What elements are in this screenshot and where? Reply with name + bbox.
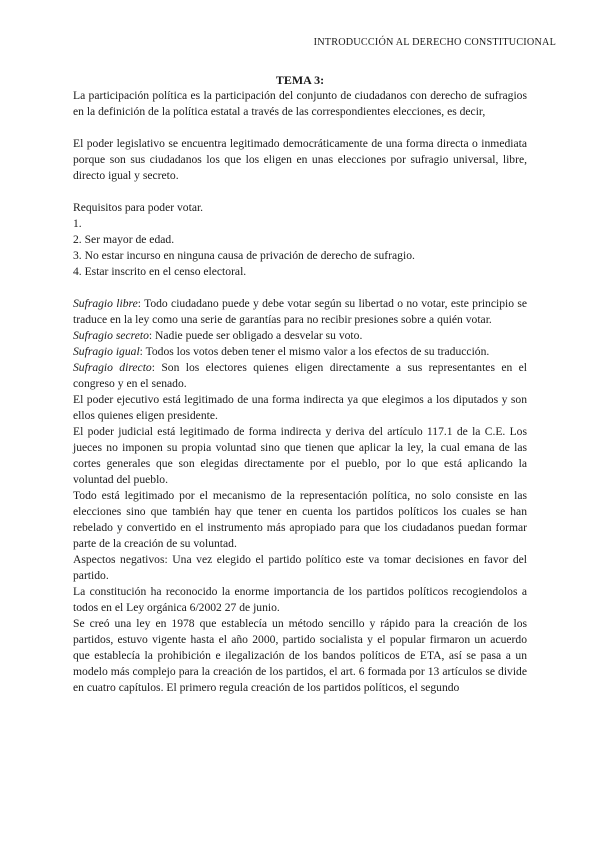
suffrage-term: Sufragio libre	[73, 297, 138, 310]
executive-paragraph: El poder ejecutivo está legitimado de una forma indirecta ya que elegimos a los diputados y son ellos quienes eligen presidente.	[73, 393, 527, 422]
legislative-paragraph: El poder legislativo se encuentra legitimado democráticamente de una forma directa o inmediata porque son sus ciudadanos los que los eligen en unas elecciones por sufragio universal, libre, directo igual y secreto.	[73, 137, 527, 182]
suffrage-secret	[73, 328, 527, 344]
requirement-item: 4. Estar inscrito en el censo electoral.	[73, 265, 247, 278]
intro-paragraph: La participación política es la participación del conjunto de ciudadanos con derecho de sufragios en la definición de la política estatal a través de las correspondientes elecciones, es decir,	[73, 89, 527, 118]
suffrage-definition: : Todos los votos deben tener el mismo valor a los efectos de su traducción.	[139, 345, 490, 358]
negative-aspects-paragraph: Aspectos negativos: Una vez elegido el partido político este va tomar decisiones en favor del partido.	[73, 553, 527, 582]
section-title: TEMA 3:	[275, 73, 325, 87]
requirement-item: 1.	[73, 217, 82, 230]
suffrage-term: Sufragio directo	[73, 361, 152, 374]
suffrage-free	[73, 296, 527, 328]
representation-paragraph: Todo está legitimado por el mecanismo de la representación política, no solo consiste en las elecciones sino que también hay que tener en cuenta los partidos políticos los cuales se han rebelado y convertido en el instrumento más apropiado para que los ciudadanos puedan formar parte de la creación de su voluntad.	[73, 489, 527, 550]
suffrage-direct	[73, 360, 527, 392]
requirements-heading: Requisitos para poder votar.	[73, 201, 204, 214]
document-body	[73, 72, 527, 696]
suffrage-term: Sufragio igual	[73, 345, 140, 358]
constitution-paragraph: La constitución ha reconocido la enorme importancia de los partidos políticos recogiendolos a todos en el Ley orgánica 6/2002 27 de junio.	[73, 585, 527, 614]
suffrage-equal	[73, 344, 527, 360]
suffrage-definition: : Nadie puede ser obligado a desvelar su voto.	[148, 329, 363, 342]
suffrage-term: Sufragio secreto	[73, 329, 149, 342]
judicial-paragraph: El poder judicial está legitimado de forma indirecta y deriva del artículo 117.1 de la C.E. Los jueces no imponen su propia voluntad sino que tienen que aplicar la ley, la cual emana de las cortes generales que son elegidas directamente por el pueblo, por lo que está aplicando la voluntad del pueblo.	[73, 425, 527, 486]
suffrage-definition: : Son los electores quienes eligen directamente a sus representantes en el congreso y en el senado.	[73, 361, 528, 390]
requirement-item: 2. Ser mayor de edad.	[73, 233, 175, 246]
requirement-item: 3. No estar incurso en ninguna causa de privación de derecho de sufragio.	[73, 249, 415, 262]
law-1978-paragraph: Se creó una ley en 1978 que establecía un método sencillo y rápido para la creación de los partidos, estuvo vigente hasta el año 2000, partido socialista y el popular firmaron un acuerdo que establecía la prohibición e ilegalización de los bandos políticos de ETA, así se pasa a un modelo más complejo para la creación de los partidos, el art. 6 formada por 13 artículos se divide en cuatro capítulos. El primero regula creación de los partidos políticos, el segundo	[73, 617, 527, 694]
suffrage-definition: : Todo ciudadano puede y debe votar según su libertad o no votar, este principio se traduce en la ley como una serie de garantías para no recibir presiones sobre a quién votar.	[73, 297, 527, 326]
running-header: INTRODUCCIÓN AL DERECHO CONSTITUCIONAL	[313, 37, 556, 48]
